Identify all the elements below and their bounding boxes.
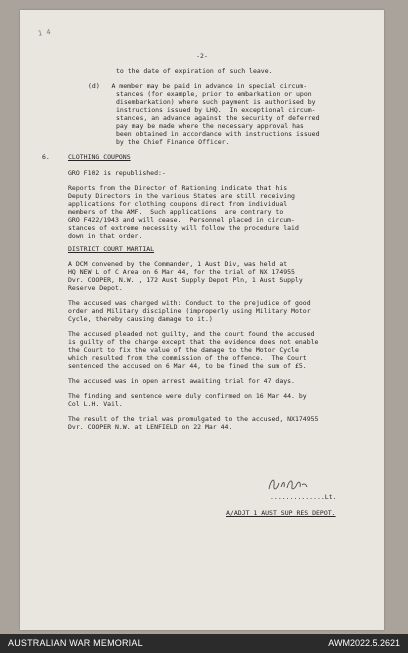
document-page: [20, 10, 384, 630]
text-line: The accused pleaded not guilty, and the court found the accused: [68, 330, 315, 338]
text-line: CLOTHING COUPONS: [68, 153, 131, 161]
text-line: order and Military discipline (improperly using Military Motor: [68, 307, 311, 315]
text-line: Col L.H. Vail.: [68, 400, 123, 408]
text-line: the Court to fix the value of the damage to the Motor Cycle: [68, 346, 299, 354]
text-line: Reports from the Director of Rationing indicate that his: [68, 184, 288, 192]
text-line: ..............Lt.: [270, 493, 337, 501]
text-line: Dvr. COOPER, N.W. , 172 Aust Supply Depot Pln, 1 Aust Supply: [68, 276, 303, 284]
text-line: GRO F102 is republished:-: [68, 169, 166, 177]
text-line: HQ NEW L of C Area on 6 Mar 44, for the trial of NX 174955: [68, 268, 295, 276]
text-line: Dvr. COOPER N.W. at LENFIELD on 22 Mar 44.: [68, 423, 233, 431]
text-line: The accused was in open arrest awaiting trial for 47 days.: [68, 377, 295, 385]
text-line: stances, an advance against the security of deferred: [116, 114, 320, 122]
text-line: stances (for example, prior to embarkation or upon: [116, 90, 312, 98]
text-line: members of the AMF. Such applications are contrary to: [68, 208, 284, 216]
text-line: pay may be made where the necessary approval has: [116, 122, 304, 130]
footer-accession-number: AWM2022.5.2621: [328, 638, 400, 648]
footer-institution: AUSTRALIAN WAR MEMORIAL: [8, 638, 143, 648]
page-number: -2-: [196, 52, 208, 60]
text-line: sentenced the accused on 6 Mar 44, to be fined the sum of £5.: [68, 362, 307, 370]
text-line: The finding and sentence were duly confirmed on 16 Mar 44. by: [68, 392, 307, 400]
text-line: Deputy Directors in the various States are still receiving: [68, 192, 295, 200]
text-line: A/ADJT 1 AUST SUP RES DEPOT.: [226, 509, 336, 517]
text-line: down in that order.: [68, 232, 143, 240]
text-line: is guilty of the charge except that the evidence does not enable: [68, 338, 319, 346]
footer-bar: [0, 634, 408, 653]
text-line: A DCM convened by the Commander, 1 Aust Div, was held at: [68, 260, 288, 268]
text-line: Cycle, thereby causing damage to it.): [68, 315, 213, 323]
handwritten-signature: [265, 475, 311, 495]
text-line: by the Chief Finance Officer.: [116, 138, 230, 146]
text-line: Reserve Depot.: [68, 284, 123, 292]
text-line: The result of the trial was promulgated to the accused, NX174955: [68, 415, 319, 423]
text-line: applications for clothing coupons direct from individual: [68, 200, 288, 208]
text-line: which resulted from the commission of the offence. The Court: [68, 354, 307, 362]
text-line: (d) A member may be paid in advance in special circum-: [88, 82, 308, 90]
text-line: The accused was charged with: Conduct to the prejudice of good: [68, 299, 311, 307]
text-line: 6.: [42, 153, 50, 161]
pencil-mark: 1 4: [37, 28, 52, 38]
text-line: to the date of expiration of such leave.: [116, 67, 273, 75]
text-line: disembarkation) where such payment is authorised by: [116, 98, 316, 106]
text-line: DISTRICT COURT MARTIAL: [68, 245, 155, 253]
text-line: been obtained in accordance with instructions issued: [116, 130, 320, 138]
text-line: instructions issued by LHQ. In exceptional circum-: [116, 106, 316, 114]
text-line: GRO F422/1943 and will cease. Personnel placed in circum-: [68, 216, 295, 224]
text-line: stances of extreme necessity will follow the procedure laid: [68, 224, 299, 232]
